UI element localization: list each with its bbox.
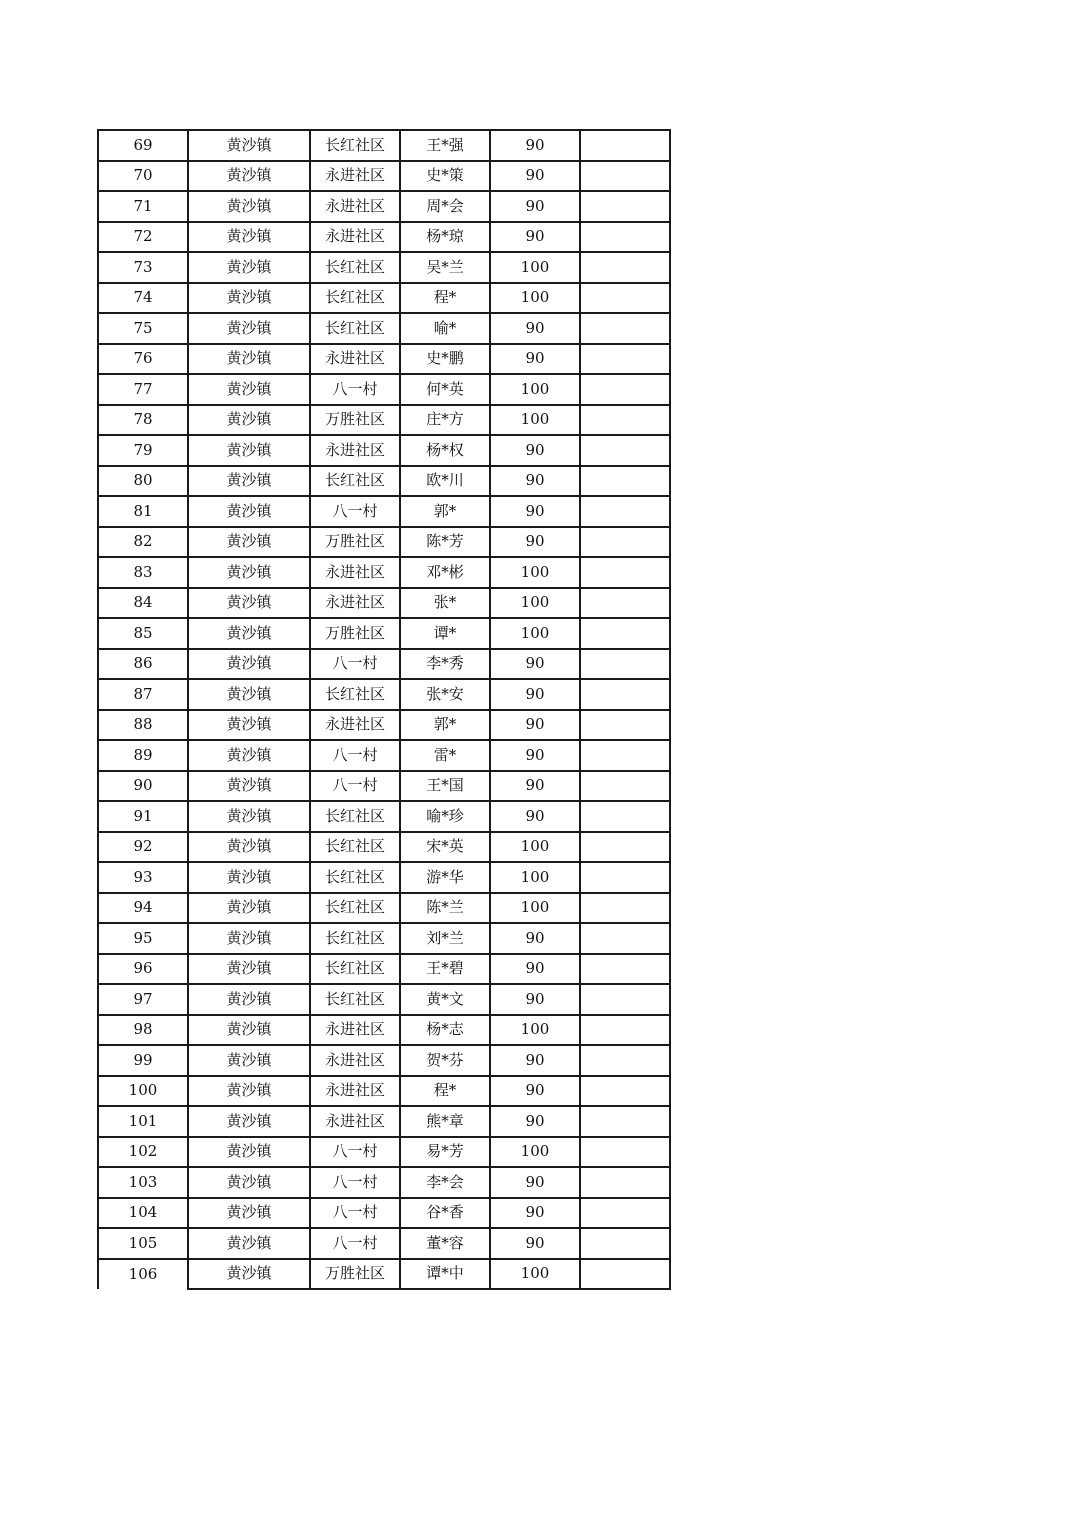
- serial-number-cell: 82: [98, 527, 188, 558]
- name-cell: 杨*琼: [400, 222, 490, 253]
- town-cell: 黄沙镇: [188, 954, 310, 985]
- village-cell: 长红社区: [310, 832, 400, 863]
- name-cell: 杨*权: [400, 435, 490, 466]
- village-cell: 万胜社区: [310, 405, 400, 436]
- roster-table: [97, 129, 671, 1290]
- amount-cell: 90: [490, 496, 580, 527]
- table-row: [98, 466, 670, 497]
- village-cell: 长红社区: [310, 984, 400, 1015]
- name-cell: 周*会: [400, 191, 490, 222]
- amount-cell: 90: [490, 710, 580, 741]
- serial-number-cell: 90: [98, 771, 188, 802]
- note-cell: [580, 1106, 670, 1137]
- table-row: [98, 740, 670, 771]
- amount-cell: 90: [490, 740, 580, 771]
- amount-cell: 90: [490, 313, 580, 344]
- amount-cell: 100: [490, 252, 580, 283]
- table-row: [98, 618, 670, 649]
- amount-cell: 90: [490, 466, 580, 497]
- serial-number-cell: 75: [98, 313, 188, 344]
- village-cell: 永进社区: [310, 191, 400, 222]
- table-row: [98, 527, 670, 558]
- name-cell: 喻*: [400, 313, 490, 344]
- town-cell: 黄沙镇: [188, 679, 310, 710]
- table-row: [98, 588, 670, 619]
- table-row: [98, 405, 670, 436]
- village-cell: 长红社区: [310, 466, 400, 497]
- note-cell: [580, 710, 670, 741]
- village-cell: 永进社区: [310, 557, 400, 588]
- amount-cell: 100: [490, 374, 580, 405]
- name-cell: 何*英: [400, 374, 490, 405]
- town-cell: 黄沙镇: [188, 862, 310, 893]
- amount-cell: 100: [490, 1015, 580, 1046]
- note-cell: [580, 1259, 670, 1290]
- note-cell: [580, 771, 670, 802]
- name-cell: 王*碧: [400, 954, 490, 985]
- amount-cell: 90: [490, 1167, 580, 1198]
- note-cell: [580, 923, 670, 954]
- table-row: [98, 893, 670, 924]
- town-cell: 黄沙镇: [188, 771, 310, 802]
- serial-number-cell: 104: [98, 1198, 188, 1229]
- serial-number-cell: 73: [98, 252, 188, 283]
- town-cell: 黄沙镇: [188, 893, 310, 924]
- town-cell: 黄沙镇: [188, 1259, 310, 1290]
- town-cell: 黄沙镇: [188, 740, 310, 771]
- amount-cell: 90: [490, 1198, 580, 1229]
- name-cell: 庄*方: [400, 405, 490, 436]
- serial-number-cell: 80: [98, 466, 188, 497]
- serial-number-cell: 94: [98, 893, 188, 924]
- serial-number-cell: 103: [98, 1167, 188, 1198]
- village-cell: 八一村: [310, 740, 400, 771]
- table-row: [98, 923, 670, 954]
- town-cell: 黄沙镇: [188, 161, 310, 192]
- village-cell: 八一村: [310, 1228, 400, 1259]
- name-cell: 程*: [400, 283, 490, 314]
- table-row: [98, 1228, 670, 1259]
- amount-cell: 100: [490, 832, 580, 863]
- name-cell: 谷*香: [400, 1198, 490, 1229]
- name-cell: 贺*芬: [400, 1045, 490, 1076]
- village-cell: 八一村: [310, 1167, 400, 1198]
- town-cell: 黄沙镇: [188, 1015, 310, 1046]
- note-cell: [580, 252, 670, 283]
- table-row: [98, 1198, 670, 1229]
- table-row: [98, 283, 670, 314]
- village-cell: 八一村: [310, 1198, 400, 1229]
- village-cell: 永进社区: [310, 588, 400, 619]
- amount-cell: 90: [490, 1228, 580, 1259]
- table-row: [98, 313, 670, 344]
- note-cell: [580, 832, 670, 863]
- town-cell: 黄沙镇: [188, 1167, 310, 1198]
- village-cell: 永进社区: [310, 1106, 400, 1137]
- village-cell: 永进社区: [310, 222, 400, 253]
- village-cell: 永进社区: [310, 435, 400, 466]
- name-cell: 郭*: [400, 496, 490, 527]
- note-cell: [580, 1198, 670, 1229]
- note-cell: [580, 130, 670, 161]
- amount-cell: 100: [490, 862, 580, 893]
- village-cell: 永进社区: [310, 710, 400, 741]
- name-cell: 李*秀: [400, 649, 490, 680]
- table-row: [98, 862, 670, 893]
- amount-cell: 90: [490, 1076, 580, 1107]
- table-row: [98, 1045, 670, 1076]
- town-cell: 黄沙镇: [188, 252, 310, 283]
- note-cell: [580, 527, 670, 558]
- town-cell: 黄沙镇: [188, 222, 310, 253]
- serial-number-cell: 99: [98, 1045, 188, 1076]
- note-cell: [580, 740, 670, 771]
- note-cell: [580, 191, 670, 222]
- note-cell: [580, 1228, 670, 1259]
- name-cell: 游*华: [400, 862, 490, 893]
- town-cell: 黄沙镇: [188, 405, 310, 436]
- village-cell: 长红社区: [310, 283, 400, 314]
- serial-number-cell: 98: [98, 1015, 188, 1046]
- table-row: [98, 374, 670, 405]
- town-cell: 黄沙镇: [188, 466, 310, 497]
- note-cell: [580, 862, 670, 893]
- table-row: [98, 1259, 670, 1290]
- amount-cell: 100: [490, 618, 580, 649]
- serial-number-cell: 87: [98, 679, 188, 710]
- note-cell: [580, 466, 670, 497]
- note-cell: [580, 1167, 670, 1198]
- town-cell: 黄沙镇: [188, 1076, 310, 1107]
- village-cell: 万胜社区: [310, 618, 400, 649]
- name-cell: 程*: [400, 1076, 490, 1107]
- name-cell: 杨*志: [400, 1015, 490, 1046]
- town-cell: 黄沙镇: [188, 527, 310, 558]
- table-row: [98, 710, 670, 741]
- serial-number-cell: 93: [98, 862, 188, 893]
- amount-cell: 100: [490, 1137, 580, 1168]
- serial-number-cell: 91: [98, 801, 188, 832]
- table-row: [98, 557, 670, 588]
- note-cell: [580, 161, 670, 192]
- table-row: [98, 344, 670, 375]
- serial-number-cell: 86: [98, 649, 188, 680]
- table-row: [98, 252, 670, 283]
- serial-number-cell: 105: [98, 1228, 188, 1259]
- amount-cell: 90: [490, 1106, 580, 1137]
- note-cell: [580, 1137, 670, 1168]
- name-cell: 谭*中: [400, 1259, 490, 1290]
- serial-number-cell: 88: [98, 710, 188, 741]
- serial-number-cell: 97: [98, 984, 188, 1015]
- town-cell: 黄沙镇: [188, 283, 310, 314]
- serial-number-cell: 77: [98, 374, 188, 405]
- amount-cell: 90: [490, 435, 580, 466]
- note-cell: [580, 801, 670, 832]
- name-cell: 陈*芳: [400, 527, 490, 558]
- note-cell: [580, 435, 670, 466]
- name-cell: 易*芳: [400, 1137, 490, 1168]
- amount-cell: 90: [490, 679, 580, 710]
- serial-number-cell: 89: [98, 740, 188, 771]
- name-cell: 黄*文: [400, 984, 490, 1015]
- amount-cell: 90: [490, 984, 580, 1015]
- table-row: [98, 1106, 670, 1137]
- name-cell: 史*策: [400, 161, 490, 192]
- village-cell: 永进社区: [310, 161, 400, 192]
- serial-number-cell: 72: [98, 222, 188, 253]
- village-cell: 长红社区: [310, 252, 400, 283]
- name-cell: 王*国: [400, 771, 490, 802]
- table-row: [98, 496, 670, 527]
- serial-number-cell: 84: [98, 588, 188, 619]
- town-cell: 黄沙镇: [188, 801, 310, 832]
- village-cell: 万胜社区: [310, 527, 400, 558]
- village-cell: 八一村: [310, 1137, 400, 1168]
- note-cell: [580, 222, 670, 253]
- amount-cell: 90: [490, 923, 580, 954]
- name-cell: 吴*兰: [400, 252, 490, 283]
- table-row: [98, 679, 670, 710]
- amount-cell: 100: [490, 557, 580, 588]
- table-row: [98, 130, 670, 161]
- name-cell: 陈*兰: [400, 893, 490, 924]
- amount-cell: 100: [490, 283, 580, 314]
- village-cell: 八一村: [310, 649, 400, 680]
- town-cell: 黄沙镇: [188, 435, 310, 466]
- town-cell: 黄沙镇: [188, 191, 310, 222]
- note-cell: [580, 984, 670, 1015]
- town-cell: 黄沙镇: [188, 130, 310, 161]
- town-cell: 黄沙镇: [188, 618, 310, 649]
- village-cell: 永进社区: [310, 344, 400, 375]
- village-cell: 长红社区: [310, 862, 400, 893]
- name-cell: 董*容: [400, 1228, 490, 1259]
- serial-number-cell: 106: [98, 1259, 188, 1290]
- name-cell: 宋*英: [400, 832, 490, 863]
- amount-cell: 90: [490, 344, 580, 375]
- amount-cell: 90: [490, 222, 580, 253]
- name-cell: 刘*兰: [400, 923, 490, 954]
- amount-cell: 100: [490, 893, 580, 924]
- village-cell: 八一村: [310, 374, 400, 405]
- note-cell: [580, 893, 670, 924]
- amount-cell: 90: [490, 954, 580, 985]
- town-cell: 黄沙镇: [188, 1045, 310, 1076]
- table-row: [98, 984, 670, 1015]
- note-cell: [580, 374, 670, 405]
- note-cell: [580, 344, 670, 375]
- table-row: [98, 161, 670, 192]
- amount-cell: 100: [490, 588, 580, 619]
- amount-cell: 90: [490, 161, 580, 192]
- note-cell: [580, 1045, 670, 1076]
- town-cell: 黄沙镇: [188, 1137, 310, 1168]
- name-cell: 郭*: [400, 710, 490, 741]
- village-cell: 八一村: [310, 496, 400, 527]
- roster-table-body: [98, 130, 670, 1289]
- table-row: [98, 191, 670, 222]
- village-cell: 长红社区: [310, 954, 400, 985]
- table-row: [98, 771, 670, 802]
- amount-cell: 100: [490, 405, 580, 436]
- amount-cell: 90: [490, 527, 580, 558]
- note-cell: [580, 679, 670, 710]
- note-cell: [580, 649, 670, 680]
- table-row: [98, 222, 670, 253]
- town-cell: 黄沙镇: [188, 1198, 310, 1229]
- village-cell: 八一村: [310, 771, 400, 802]
- town-cell: 黄沙镇: [188, 710, 310, 741]
- village-cell: 长红社区: [310, 679, 400, 710]
- table-row: [98, 832, 670, 863]
- name-cell: 邓*彬: [400, 557, 490, 588]
- serial-number-cell: 79: [98, 435, 188, 466]
- serial-number-cell: 95: [98, 923, 188, 954]
- serial-number-cell: 85: [98, 618, 188, 649]
- town-cell: 黄沙镇: [188, 313, 310, 344]
- name-cell: 李*会: [400, 1167, 490, 1198]
- note-cell: [580, 496, 670, 527]
- roster-table-container: [97, 129, 669, 1290]
- town-cell: 黄沙镇: [188, 1106, 310, 1137]
- note-cell: [580, 1076, 670, 1107]
- village-cell: 长红社区: [310, 801, 400, 832]
- table-row: [98, 954, 670, 985]
- town-cell: 黄沙镇: [188, 1228, 310, 1259]
- name-cell: 张*安: [400, 679, 490, 710]
- name-cell: 欧*川: [400, 466, 490, 497]
- note-cell: [580, 1015, 670, 1046]
- serial-number-cell: 78: [98, 405, 188, 436]
- village-cell: 万胜社区: [310, 1259, 400, 1290]
- name-cell: 张*: [400, 588, 490, 619]
- town-cell: 黄沙镇: [188, 649, 310, 680]
- table-row: [98, 649, 670, 680]
- serial-number-cell: 92: [98, 832, 188, 863]
- town-cell: 黄沙镇: [188, 588, 310, 619]
- note-cell: [580, 313, 670, 344]
- village-cell: 长红社区: [310, 130, 400, 161]
- name-cell: 喻*珍: [400, 801, 490, 832]
- name-cell: 谭*: [400, 618, 490, 649]
- town-cell: 黄沙镇: [188, 984, 310, 1015]
- amount-cell: 90: [490, 801, 580, 832]
- note-cell: [580, 618, 670, 649]
- amount-cell: 100: [490, 1259, 580, 1290]
- amount-cell: 90: [490, 771, 580, 802]
- note-cell: [580, 405, 670, 436]
- serial-number-cell: 96: [98, 954, 188, 985]
- name-cell: 史*鹏: [400, 344, 490, 375]
- town-cell: 黄沙镇: [188, 557, 310, 588]
- serial-number-cell: 81: [98, 496, 188, 527]
- note-cell: [580, 954, 670, 985]
- note-cell: [580, 557, 670, 588]
- name-cell: 雷*: [400, 740, 490, 771]
- town-cell: 黄沙镇: [188, 923, 310, 954]
- town-cell: 黄沙镇: [188, 496, 310, 527]
- amount-cell: 90: [490, 191, 580, 222]
- amount-cell: 90: [490, 649, 580, 680]
- serial-number-cell: 74: [98, 283, 188, 314]
- village-cell: 永进社区: [310, 1076, 400, 1107]
- note-cell: [580, 588, 670, 619]
- serial-number-cell: 71: [98, 191, 188, 222]
- serial-number-cell: 100: [98, 1076, 188, 1107]
- table-row: [98, 435, 670, 466]
- town-cell: 黄沙镇: [188, 374, 310, 405]
- table-row: [98, 1076, 670, 1107]
- village-cell: 永进社区: [310, 1045, 400, 1076]
- table-row: [98, 801, 670, 832]
- serial-number-cell: 76: [98, 344, 188, 375]
- amount-cell: 90: [490, 130, 580, 161]
- name-cell: 王*强: [400, 130, 490, 161]
- town-cell: 黄沙镇: [188, 832, 310, 863]
- serial-number-cell: 102: [98, 1137, 188, 1168]
- amount-cell: 90: [490, 1045, 580, 1076]
- table-row: [98, 1167, 670, 1198]
- village-cell: 长红社区: [310, 893, 400, 924]
- serial-number-cell: 83: [98, 557, 188, 588]
- village-cell: 长红社区: [310, 923, 400, 954]
- town-cell: 黄沙镇: [188, 344, 310, 375]
- table-row: [98, 1137, 670, 1168]
- village-cell: 永进社区: [310, 1015, 400, 1046]
- table-row: [98, 1015, 670, 1046]
- village-cell: 长红社区: [310, 313, 400, 344]
- serial-number-cell: 69: [98, 130, 188, 161]
- serial-number-cell: 70: [98, 161, 188, 192]
- name-cell: 熊*章: [400, 1106, 490, 1137]
- serial-number-cell: 101: [98, 1106, 188, 1137]
- note-cell: [580, 283, 670, 314]
